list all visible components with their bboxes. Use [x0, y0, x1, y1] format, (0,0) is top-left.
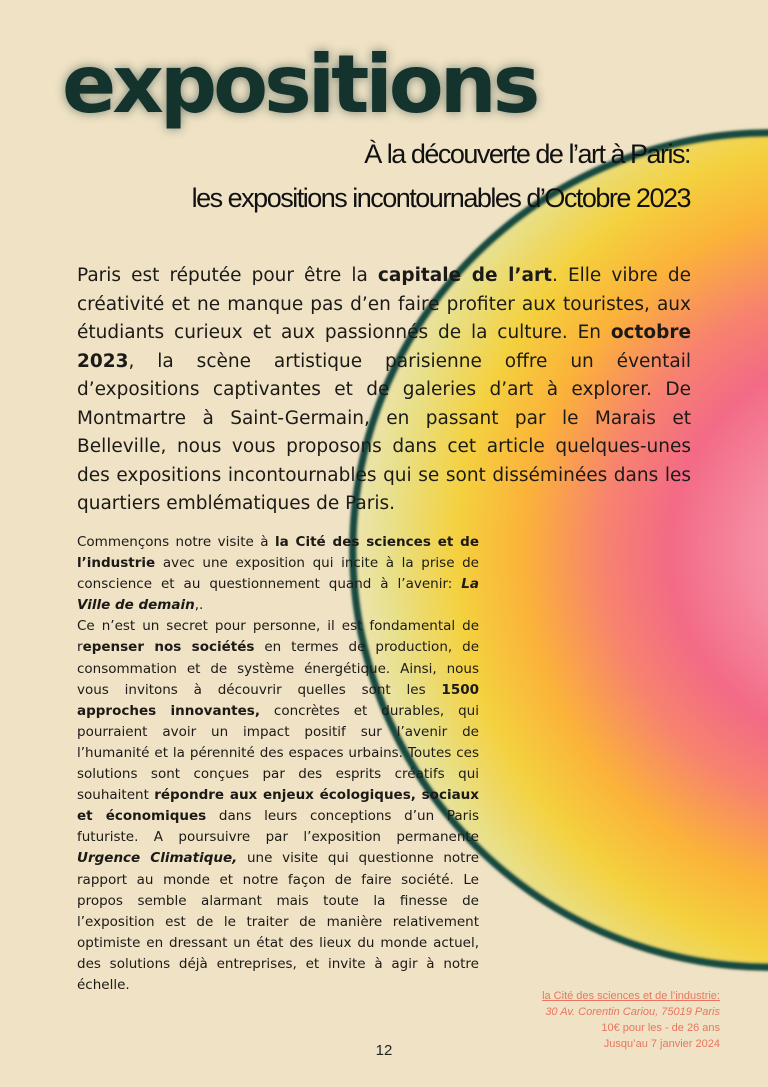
subtitle-line-2: les expositions incontournables d’Octobre 2023: [191, 183, 690, 213]
article-bold-phrase: epenser nos sociétés: [82, 639, 255, 656]
article-text: concrètes et durables, qui pourraient avoir un impact positif sur l’avenir de l’humanité et la pérennité des espaces urbains. Toutes ces solutions sont conçues par des esprits créatifs qui souhaitent: [77, 702, 479, 804]
article-body: [77, 532, 479, 996]
article-text: Commençons notre visite à: [77, 534, 275, 550]
venue-price: 10€ pour les - de 26 ans: [601, 1022, 720, 1034]
intro-bold-date: octobre 2023: [77, 322, 691, 372]
subtitle-line-1: À la découverte de l’art à Paris:: [364, 139, 690, 169]
intro-bold-capital: capitale de l’art: [377, 265, 553, 286]
subtitle: [192, 132, 690, 220]
article-exhibition-title: Urgence Climatique,: [77, 850, 238, 867]
page-title: expositions: [62, 38, 537, 131]
article-text: Ce n’est un secret pour personne, il est fondamental de r: [77, 618, 479, 656]
article-exhibition-title: La Ville de demain: [77, 576, 479, 614]
article-text: avec une exposition qui incite à la prise de conscience et au questionnement quand à l’avenir:: [77, 555, 479, 593]
intro-text: . Elle vibre de créativité et ne manque pas d’en faire profiter aux touristes, aux étudiants curieux et aux passionnés de la culture. En: [77, 265, 691, 343]
page-number: 12: [375, 1042, 393, 1059]
article-text: dans leurs conceptions d’un Paris futuriste. A poursuivre par l’exposition permanente: [77, 808, 479, 846]
venue-address: 30 Av. Corentin Cariou, 75019 Paris: [545, 1006, 720, 1018]
intro-text: Paris est réputée pour être la: [77, 265, 378, 286]
article-paragraph-2: [77, 616, 479, 996]
article-text: une visite qui questionne notre rapport au monde et notre façon de faire société. Le propos semble alarmant mais toute la finesse de l’exposition est de le traiter de manière relativement optimiste en dressant un état des lieux du monde actuel, des solutions déjà entreprises, et invite à agir à notre échelle.: [77, 850, 480, 993]
article-bold-venue: la Cité des sciences et de l’industrie: [77, 534, 479, 572]
article-text: en termes de production, de consommation et de système énergétique. Ainsi, nous vous invitons à découvrir quelles sont les: [77, 639, 479, 698]
venue-dates: Jusqu’au 7 janvier 2024: [603, 1038, 720, 1050]
article-text: ,.: [194, 597, 204, 614]
intro-paragraph: [77, 262, 691, 519]
article-paragraph-1: [77, 532, 479, 616]
article-bold-phrase: répondre aux enjeux écologiques, sociaux et économiques: [77, 787, 479, 825]
article-bold-phrase: 1500 approches innovantes,: [77, 681, 479, 719]
venue-name-link[interactable]: la Cité des sciences et de l’industrie:: [542, 990, 720, 1002]
intro-text: , la scène artistique parisienne offre un éventail d’expositions captivantes et de galeries d’art à explorer. De Montmartre à Saint-Germain, en passant par le Marais et Belleville, nous vous proposons dans cet article quelques-unes des expositions incontournables qui se sont disséminées dans les quartiers emblématiques de Paris.: [77, 350, 691, 514]
